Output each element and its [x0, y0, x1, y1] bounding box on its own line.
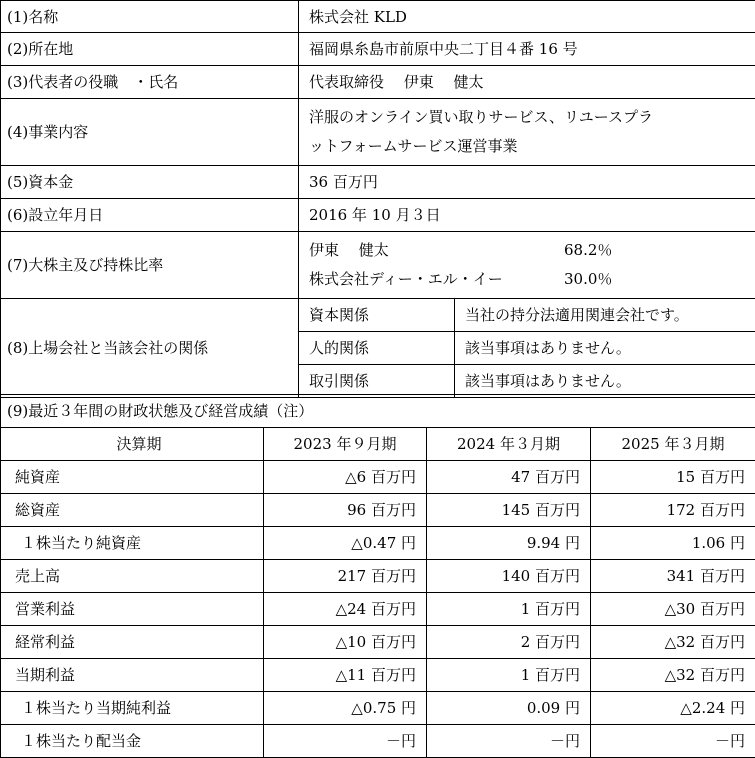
header-period: 決算期	[1, 428, 264, 461]
label-established: (6)設立年月日	[1, 199, 299, 232]
shareholder-item	[309, 265, 755, 294]
cell-value: 96 百万円	[264, 494, 427, 527]
row-business	[1, 99, 755, 166]
label-name: (1)名称	[1, 1, 299, 33]
value-name: 株式会社 KLD	[299, 1, 755, 33]
label-capital: (5)資本金	[1, 166, 299, 199]
cell-value: △2.24 円	[591, 692, 755, 725]
row-name	[1, 1, 755, 33]
header-2024-03: 2024 年３月期	[427, 428, 591, 461]
relation-desc: 該当事項はありません。	[455, 332, 755, 365]
value-shareholders	[299, 232, 755, 299]
table-row	[1, 461, 755, 494]
value-capital: 36 百万円	[299, 166, 755, 199]
cell-value: －円	[427, 725, 591, 758]
cell-value: 145 百万円	[427, 494, 591, 527]
label-shareholders: (7)大株主及び持株比率	[1, 232, 299, 299]
cell-value: △6 百万円	[264, 461, 427, 494]
relation-type: 人的関係	[299, 332, 455, 365]
label-address: (2)所在地	[1, 33, 299, 66]
cell-value: －円	[591, 725, 755, 758]
row-established	[1, 199, 755, 232]
financials-title: (9)最近３年間の財政状態及び経営成績（注）	[1, 395, 755, 428]
row-name: 売上高	[1, 560, 264, 593]
row-name: １株当たり配当金	[1, 725, 264, 758]
shareholder-ratio: 68.2％	[564, 236, 612, 265]
label-relations: (8)上場会社と当該会社の関係	[1, 299, 299, 398]
relation-type: 取引関係	[299, 365, 455, 398]
cell-value: 1 百万円	[427, 593, 591, 626]
row-relation-capital	[1, 299, 755, 332]
cell-value: △0.75 円	[264, 692, 427, 725]
cell-value: △0.47 円	[264, 527, 427, 560]
table-row	[1, 593, 755, 626]
cell-value: 341 百万円	[591, 560, 755, 593]
shareholder-name: 伊東 健太	[309, 236, 564, 265]
row-shareholders	[1, 232, 755, 299]
cell-value: △32 百万円	[591, 626, 755, 659]
relation-desc: 当社の持分法適用関連会社です。	[455, 299, 755, 332]
shareholder-name: 株式会社ディー・エル・イー	[309, 265, 564, 294]
cell-value: △11 百万円	[264, 659, 427, 692]
row-name: 総資産	[1, 494, 264, 527]
row-name: 営業利益	[1, 593, 264, 626]
row-capital	[1, 166, 755, 199]
value-address: 福岡県糸島市前原中央二丁目４番 16 号	[299, 33, 755, 66]
cell-value: 15 百万円	[591, 461, 755, 494]
table-row	[1, 692, 755, 725]
header-2023-09: 2023 年９月期	[264, 428, 427, 461]
table-row	[1, 725, 755, 758]
row-name: 経常利益	[1, 626, 264, 659]
cell-value: △10 百万円	[264, 626, 427, 659]
cell-value: 217 百万円	[264, 560, 427, 593]
label-business: (4)事業内容	[1, 99, 299, 166]
row-representative	[1, 66, 755, 99]
financials-title-row	[1, 395, 755, 428]
cell-value: 1 百万円	[427, 659, 591, 692]
cell-value: 1.06 円	[591, 527, 755, 560]
table-row	[1, 527, 755, 560]
cell-value: 2 百万円	[427, 626, 591, 659]
relation-type: 資本関係	[299, 299, 455, 332]
financials-table	[0, 394, 755, 758]
shareholder-ratio: 30.0％	[564, 265, 612, 294]
business-line-1: 洋服のオンライン買い取りサービス、リユースプラ	[309, 103, 755, 132]
cell-value: △32 百万円	[591, 659, 755, 692]
cell-value: △30 百万円	[591, 593, 755, 626]
table-row	[1, 659, 755, 692]
cell-value: 0.09 円	[427, 692, 591, 725]
table-row	[1, 560, 755, 593]
cell-value: 140 百万円	[427, 560, 591, 593]
value-representative: 代表取締役 伊東 健太	[299, 66, 755, 99]
row-name: 当期利益	[1, 659, 264, 692]
label-representative: (3)代表者の役職 ・氏名	[1, 66, 299, 99]
shareholder-item	[309, 236, 755, 265]
financials-header-row	[1, 428, 755, 461]
row-address	[1, 33, 755, 66]
cell-value: 9.94 円	[427, 527, 591, 560]
cell-value: －円	[264, 725, 427, 758]
table-row	[1, 494, 755, 527]
value-business	[299, 99, 755, 166]
cell-value: △24 百万円	[264, 593, 427, 626]
row-name: １株当たり当期純利益	[1, 692, 264, 725]
header-2025-03: 2025 年３月期	[591, 428, 755, 461]
relation-desc: 該当事項はありません。	[455, 365, 755, 398]
row-name: １株当たり純資産	[1, 527, 264, 560]
row-name: 純資産	[1, 461, 264, 494]
cell-value: 172 百万円	[591, 494, 755, 527]
business-line-2: ットフォームサービス運営事業	[309, 132, 755, 161]
value-established: 2016 年 10 月３日	[299, 199, 755, 232]
table-row	[1, 626, 755, 659]
cell-value: 47 百万円	[427, 461, 591, 494]
